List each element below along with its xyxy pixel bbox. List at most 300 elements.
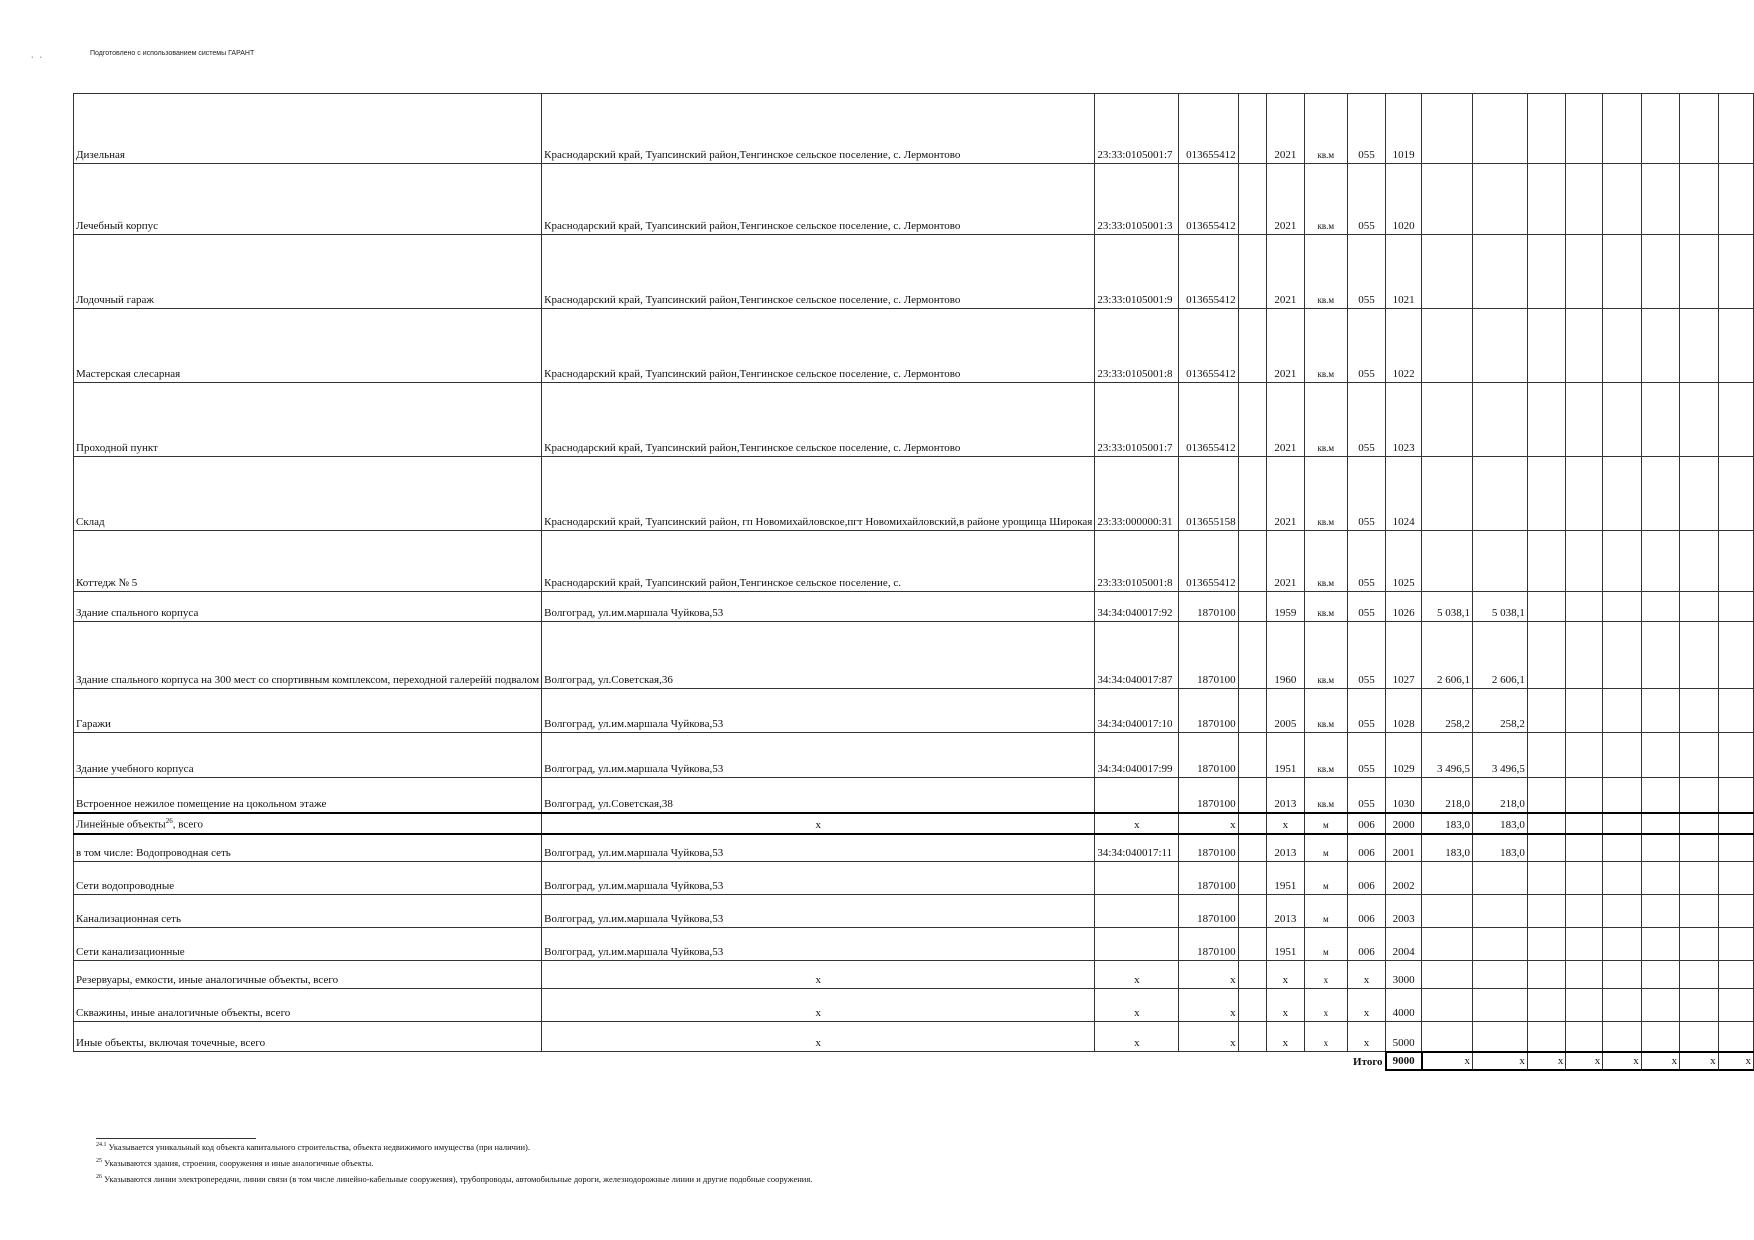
value-total — [1422, 928, 1473, 961]
unit-name: м — [1304, 834, 1347, 862]
empty-cell — [1603, 235, 1641, 309]
empty-cell — [1680, 989, 1718, 1022]
empty-cell — [1566, 778, 1603, 813]
object-name: Здание спального корпуса — [74, 592, 542, 622]
okei-code: 055 — [1347, 689, 1385, 733]
unit-name: кв.м — [1304, 457, 1347, 531]
empty-cell — [1718, 689, 1753, 733]
empty-cell — [1641, 457, 1679, 531]
table-row — [74, 895, 1754, 928]
row-code: 2002 — [1386, 862, 1422, 895]
empty-cell — [1641, 309, 1679, 383]
object-name: Лодочный гараж — [74, 235, 542, 309]
cadastral-number: х — [1095, 989, 1179, 1022]
unique-code — [1238, 94, 1266, 164]
unique-code — [1238, 622, 1266, 689]
empty-cell — [1641, 813, 1679, 834]
value-total — [1422, 457, 1473, 531]
okei-code: 055 — [1347, 309, 1385, 383]
row-code: 1027 — [1386, 622, 1422, 689]
unit-name: х — [1304, 989, 1347, 1022]
row-code: 2001 — [1386, 834, 1422, 862]
value-own: 183,0 — [1472, 813, 1527, 834]
empty-cell — [1680, 235, 1718, 309]
oktmo-code: х — [1179, 813, 1238, 834]
okei-code: 006 — [1347, 813, 1385, 834]
okei-code: 055 — [1347, 457, 1385, 531]
empty-cell — [1680, 733, 1718, 778]
oktmo-code: х — [1179, 1022, 1238, 1052]
total-label: Итого — [1353, 1055, 1383, 1068]
empty-cell — [1566, 235, 1603, 309]
row-code: 4000 — [1386, 989, 1422, 1022]
table-row — [74, 94, 1754, 164]
empty-cell — [1566, 622, 1603, 689]
empty-cell — [1680, 457, 1718, 531]
empty-cell — [1527, 689, 1565, 733]
empty-cell — [1603, 895, 1641, 928]
oktmo-code: 1870100 — [1179, 733, 1238, 778]
object-name: Лечебный корпус — [74, 164, 542, 235]
year: 2021 — [1266, 383, 1304, 457]
value-own: 2 606,1 — [1472, 622, 1527, 689]
empty-cell — [1603, 689, 1641, 733]
row-code: 5000 — [1386, 1022, 1422, 1052]
empty-cell — [1527, 164, 1565, 235]
unique-code — [1238, 862, 1266, 895]
object-address: Краснодарский край, Туапсинский район,Тенгинское сельское поселение, с. — [542, 531, 1095, 592]
object-address: Волгоград, ул.им.маршала Чуйкова,53 — [542, 592, 1095, 622]
table-row — [74, 235, 1754, 309]
year: 2021 — [1266, 235, 1304, 309]
okei-code: 055 — [1347, 164, 1385, 235]
object-name: Мастерская слесарная — [74, 309, 542, 383]
empty-cell — [1566, 164, 1603, 235]
value-total: 3 496,5 — [1422, 733, 1473, 778]
empty-cell — [1718, 383, 1753, 457]
empty-cell — [1603, 1022, 1641, 1052]
empty-cell — [1603, 834, 1641, 862]
table-row — [74, 733, 1754, 778]
empty-cell — [1680, 961, 1718, 989]
total-cell: х — [1680, 1052, 1718, 1070]
table-row — [74, 989, 1754, 1022]
cadastral-number: 23:33:000000:31 — [1095, 457, 1179, 531]
unit-name: кв.м — [1304, 383, 1347, 457]
scan-artifact: · · — [30, 48, 44, 64]
oktmo-code: 013655412 — [1179, 164, 1238, 235]
object-address: Краснодарский край, Туапсинский район,Тенгинское сельское поселение, с. Лермонтово — [542, 309, 1095, 383]
total-cell: х — [1527, 1052, 1565, 1070]
empty-cell — [1641, 383, 1679, 457]
oktmo-code: 1870100 — [1179, 689, 1238, 733]
empty-cell — [1641, 531, 1679, 592]
row-code: 2003 — [1386, 895, 1422, 928]
value-total — [1422, 989, 1473, 1022]
table-row — [74, 778, 1754, 813]
unit-name: кв.м — [1304, 622, 1347, 689]
unique-code — [1238, 689, 1266, 733]
value-own: 218,0 — [1472, 778, 1527, 813]
cadastral-number: 23:33:0105001:9 — [1095, 235, 1179, 309]
value-own — [1472, 531, 1527, 592]
year: 2013 — [1266, 778, 1304, 813]
value-own — [1472, 961, 1527, 989]
oktmo-code: 1870100 — [1179, 928, 1238, 961]
unit-name: кв.м — [1304, 778, 1347, 813]
cadastral-number: 23:33:0105001:7 — [1095, 383, 1179, 457]
unit-name: кв.м — [1304, 309, 1347, 383]
empty-cell — [1718, 94, 1753, 164]
object-name: Здание учебного корпуса — [74, 733, 542, 778]
unique-code — [1238, 813, 1266, 834]
unique-code — [1238, 164, 1266, 235]
empty-cell — [1527, 989, 1565, 1022]
empty-cell — [1566, 895, 1603, 928]
empty-cell — [1566, 531, 1603, 592]
year: 2021 — [1266, 457, 1304, 531]
table-row — [74, 383, 1754, 457]
object-address: Волгоград, ул.им.маршала Чуйкова,53 — [542, 834, 1095, 862]
row-code: 3000 — [1386, 961, 1422, 989]
object-name: Сети канализационные — [74, 928, 542, 961]
empty-cell — [1527, 961, 1565, 989]
value-own — [1472, 928, 1527, 961]
okei-code: х — [1347, 961, 1385, 989]
value-total — [1422, 235, 1473, 309]
empty-cell — [1718, 531, 1753, 592]
object-address: Волгоград, ул.им.маршала Чуйкова,53 — [542, 689, 1095, 733]
empty-cell — [1680, 862, 1718, 895]
empty-cell — [1718, 895, 1753, 928]
unit-name: х — [1304, 961, 1347, 989]
row-code: 1028 — [1386, 689, 1422, 733]
oktmo-code: 1870100 — [1179, 778, 1238, 813]
object-name: Гаражи — [74, 689, 542, 733]
object-name: Дизельная — [74, 94, 542, 164]
empty-cell — [1641, 895, 1679, 928]
empty-cell — [1566, 834, 1603, 862]
value-own — [1472, 383, 1527, 457]
empty-cell — [1527, 778, 1565, 813]
unit-name: м — [1304, 813, 1347, 834]
value-own — [1472, 235, 1527, 309]
value-own — [1472, 1022, 1527, 1052]
object-name: Коттедж № 5 — [74, 531, 542, 592]
empty-cell — [1718, 309, 1753, 383]
empty-cell — [1718, 961, 1753, 989]
empty-cell — [1527, 94, 1565, 164]
empty-cell — [1718, 235, 1753, 309]
empty-cell — [1641, 928, 1679, 961]
year: 2005 — [1266, 689, 1304, 733]
cadastral-number — [1095, 778, 1179, 813]
empty-cell — [1527, 383, 1565, 457]
empty-cell — [1566, 94, 1603, 164]
okei-code: 055 — [1347, 531, 1385, 592]
oktmo-code: 013655412 — [1179, 235, 1238, 309]
object-address: х — [542, 1022, 1095, 1052]
table-row — [74, 309, 1754, 383]
table-row — [74, 457, 1754, 531]
okei-code: 006 — [1347, 928, 1385, 961]
unique-code — [1238, 309, 1266, 383]
object-name: Склад — [74, 457, 542, 531]
empty-cell — [1527, 733, 1565, 778]
empty-cell — [1566, 592, 1603, 622]
year: х — [1266, 989, 1304, 1022]
value-own — [1472, 989, 1527, 1022]
unique-code — [1238, 834, 1266, 862]
empty-cell — [1566, 457, 1603, 531]
empty-cell — [1718, 813, 1753, 834]
object-name: Резервуары, емкости, иные аналогичные объекты, всего — [74, 961, 542, 989]
okei-code: 006 — [1347, 834, 1385, 862]
empty-cell — [1718, 622, 1753, 689]
cadastral-number — [1095, 862, 1179, 895]
empty-cell — [1718, 862, 1753, 895]
empty-cell — [1527, 834, 1565, 862]
value-own: 258,2 — [1472, 689, 1527, 733]
cadastral-number: х — [1095, 1022, 1179, 1052]
object-address: Краснодарский край, Туапсинский район, гп Новомихайловское,пгт Новомихайловский,в районе урощища Широкая — [542, 457, 1095, 531]
empty-cell — [1527, 457, 1565, 531]
unit-name: м — [1304, 895, 1347, 928]
object-address: Краснодарский край, Туапсинский район,Тенгинское сельское поселение, с. Лермонтово — [542, 94, 1095, 164]
unique-code — [1238, 1022, 1266, 1052]
cadastral-number: 34:34:040017:92 — [1095, 592, 1179, 622]
value-total — [1422, 309, 1473, 383]
object-address: х — [542, 961, 1095, 989]
empty-cell — [1641, 961, 1679, 989]
value-total — [1422, 862, 1473, 895]
empty-cell — [1603, 383, 1641, 457]
empty-cell — [1718, 834, 1753, 862]
empty-cell — [1566, 813, 1603, 834]
cadastral-number: 23:33:0105001:8 — [1095, 309, 1179, 383]
oktmo-code: х — [1179, 961, 1238, 989]
object-address: Краснодарский край, Туапсинский район,Тенгинское сельское поселение, с. Лермонтово — [542, 235, 1095, 309]
cadastral-number: 34:34:040017:11 — [1095, 834, 1179, 862]
value-total — [1422, 531, 1473, 592]
unit-name: кв.м — [1304, 164, 1347, 235]
year: 1951 — [1266, 862, 1304, 895]
cadastral-number — [1095, 895, 1179, 928]
oktmo-code: 013655412 — [1179, 309, 1238, 383]
property-register-table — [73, 93, 1754, 1071]
okei-code: 055 — [1347, 778, 1385, 813]
oktmo-code: х — [1179, 989, 1238, 1022]
table-row — [74, 592, 1754, 622]
empty-cell — [1603, 989, 1641, 1022]
empty-cell — [1566, 309, 1603, 383]
empty-cell — [1641, 164, 1679, 235]
footnote-26: $^{26}$ Указываются линии электропередачи, линии связи (в том числе линейно-кабельные сооружения), трубопроводы, автомобильные дороги, железнодорожные линии и другие подобные сооружения. — [96, 1174, 813, 1184]
empty-cell — [1680, 164, 1718, 235]
empty-cell — [1527, 862, 1565, 895]
empty-cell — [1680, 928, 1718, 961]
empty-cell — [1527, 895, 1565, 928]
year: 2013 — [1266, 834, 1304, 862]
table-row — [74, 1022, 1754, 1052]
cadastral-number: 34:34:040017:87 — [1095, 622, 1179, 689]
table-row — [74, 928, 1754, 961]
object-address: Волгоград, ул.Советская,38 — [542, 778, 1095, 813]
empty-cell — [1680, 834, 1718, 862]
empty-cell — [1641, 622, 1679, 689]
oktmo-code: 1870100 — [1179, 834, 1238, 862]
empty-cell — [1680, 778, 1718, 813]
empty-cell — [1718, 1022, 1753, 1052]
empty-cell — [1603, 309, 1641, 383]
oktmo-code: 1870100 — [1179, 592, 1238, 622]
year: 1960 — [1266, 622, 1304, 689]
unique-code — [1238, 961, 1266, 989]
okei-code: 055 — [1347, 592, 1385, 622]
value-own — [1472, 895, 1527, 928]
unit-name: кв.м — [1304, 689, 1347, 733]
oktmo-code: 013655158 — [1179, 457, 1238, 531]
empty-cell — [1641, 989, 1679, 1022]
row-code: 1030 — [1386, 778, 1422, 813]
okei-code: х — [1347, 1022, 1385, 1052]
year: 1959 — [1266, 592, 1304, 622]
empty-cell — [1527, 813, 1565, 834]
object-name: Проходной пункт — [74, 383, 542, 457]
row-code: 1019 — [1386, 94, 1422, 164]
empty-cell — [1641, 1022, 1679, 1052]
table-row — [74, 164, 1754, 235]
value-own — [1472, 164, 1527, 235]
row-code: 1029 — [1386, 733, 1422, 778]
unit-name: м — [1304, 862, 1347, 895]
value-total — [1422, 895, 1473, 928]
object-name: Скважины, иные аналогичные объекты, всего — [74, 989, 542, 1022]
empty-cell — [1718, 164, 1753, 235]
unit-name: кв.м — [1304, 733, 1347, 778]
value-total: 183,0 — [1422, 813, 1473, 834]
unique-code — [1238, 928, 1266, 961]
unit-name: кв.м — [1304, 531, 1347, 592]
empty-cell — [1718, 457, 1753, 531]
object-name: Здание спального корпуса на 300 мест со спортивным комплексом, переходной галерейй подвалом — [74, 622, 542, 689]
empty-cell — [1603, 164, 1641, 235]
table-row — [74, 689, 1754, 733]
okei-code: 055 — [1347, 383, 1385, 457]
empty-cell — [1603, 94, 1641, 164]
table-row — [74, 531, 1754, 592]
empty-cell — [1603, 622, 1641, 689]
year: 2021 — [1266, 164, 1304, 235]
unit-name: кв.м — [1304, 235, 1347, 309]
empty-cell — [1527, 309, 1565, 383]
value-total: 5 038,1 — [1422, 592, 1473, 622]
empty-cell — [1680, 383, 1718, 457]
object-address: х — [542, 989, 1095, 1022]
empty-cell — [1527, 531, 1565, 592]
empty-cell — [1680, 689, 1718, 733]
object-address: Волгоград, ул.Советская,36 — [542, 622, 1095, 689]
value-total — [1422, 383, 1473, 457]
value-total — [1422, 164, 1473, 235]
okei-code: 055 — [1347, 622, 1385, 689]
total-cell: х — [1718, 1052, 1753, 1070]
value-own: 183,0 — [1472, 834, 1527, 862]
empty-cell — [1603, 778, 1641, 813]
row-code: 1021 — [1386, 235, 1422, 309]
row-code: 2004 — [1386, 928, 1422, 961]
empty-cell — [1641, 778, 1679, 813]
cadastral-number: 34:34:040017:99 — [1095, 733, 1179, 778]
cadastral-number: 23:33:0105001:8 — [1095, 531, 1179, 592]
okei-code: х — [1347, 989, 1385, 1022]
object-name: Иные объекты, включая точечные, всего — [74, 1022, 542, 1052]
unique-code — [1238, 235, 1266, 309]
year: 2021 — [1266, 94, 1304, 164]
empty-cell — [1603, 592, 1641, 622]
empty-cell — [1603, 862, 1641, 895]
table-row — [74, 813, 1754, 834]
object-name: Встроенное нежилое помещение на цокольном этаже — [74, 778, 542, 813]
value-total: 183,0 — [1422, 834, 1473, 862]
oktmo-code: 1870100 — [1179, 895, 1238, 928]
empty-cell — [1527, 1022, 1565, 1052]
empty-cell — [1680, 94, 1718, 164]
empty-cell — [1527, 928, 1565, 961]
unique-code — [1238, 895, 1266, 928]
value-own — [1472, 309, 1527, 383]
empty-cell — [1680, 622, 1718, 689]
empty-cell — [1566, 689, 1603, 733]
cadastral-number: х — [1095, 961, 1179, 989]
total-code: 9000 — [1386, 1052, 1422, 1070]
empty-cell — [1718, 733, 1753, 778]
year: 2013 — [1266, 895, 1304, 928]
cadastral-number: 23:33:0105001:7 — [1095, 94, 1179, 164]
unit-name: м — [1304, 928, 1347, 961]
total-cell: х — [1641, 1052, 1679, 1070]
okei-code: 006 — [1347, 862, 1385, 895]
empty-cell — [1641, 235, 1679, 309]
empty-cell — [1641, 862, 1679, 895]
empty-cell — [1566, 862, 1603, 895]
footnote-25: $^{25}$ Указываются здания, строения, сооружения и иные аналогичные объекты. — [96, 1158, 374, 1168]
unique-code — [1238, 989, 1266, 1022]
unit-name: х — [1304, 1022, 1347, 1052]
empty-cell — [1718, 778, 1753, 813]
empty-cell — [1641, 733, 1679, 778]
empty-cell — [1603, 961, 1641, 989]
unique-code — [1238, 531, 1266, 592]
object-address: х — [542, 813, 1095, 834]
year: 2021 — [1266, 531, 1304, 592]
table-row — [74, 862, 1754, 895]
empty-cell — [1527, 622, 1565, 689]
empty-cell — [1527, 592, 1565, 622]
cadastral-number: 23:33:0105001:3 — [1095, 164, 1179, 235]
empty-cell — [1603, 813, 1641, 834]
object-name: Канализационная сеть — [74, 895, 542, 928]
year: х — [1266, 813, 1304, 834]
table-row — [74, 834, 1754, 862]
year: 1951 — [1266, 928, 1304, 961]
unique-code — [1238, 457, 1266, 531]
unit-name: кв.м — [1304, 592, 1347, 622]
row-code: 1024 — [1386, 457, 1422, 531]
empty-cell — [1603, 457, 1641, 531]
empty-cell — [1566, 989, 1603, 1022]
empty-cell — [1603, 928, 1641, 961]
